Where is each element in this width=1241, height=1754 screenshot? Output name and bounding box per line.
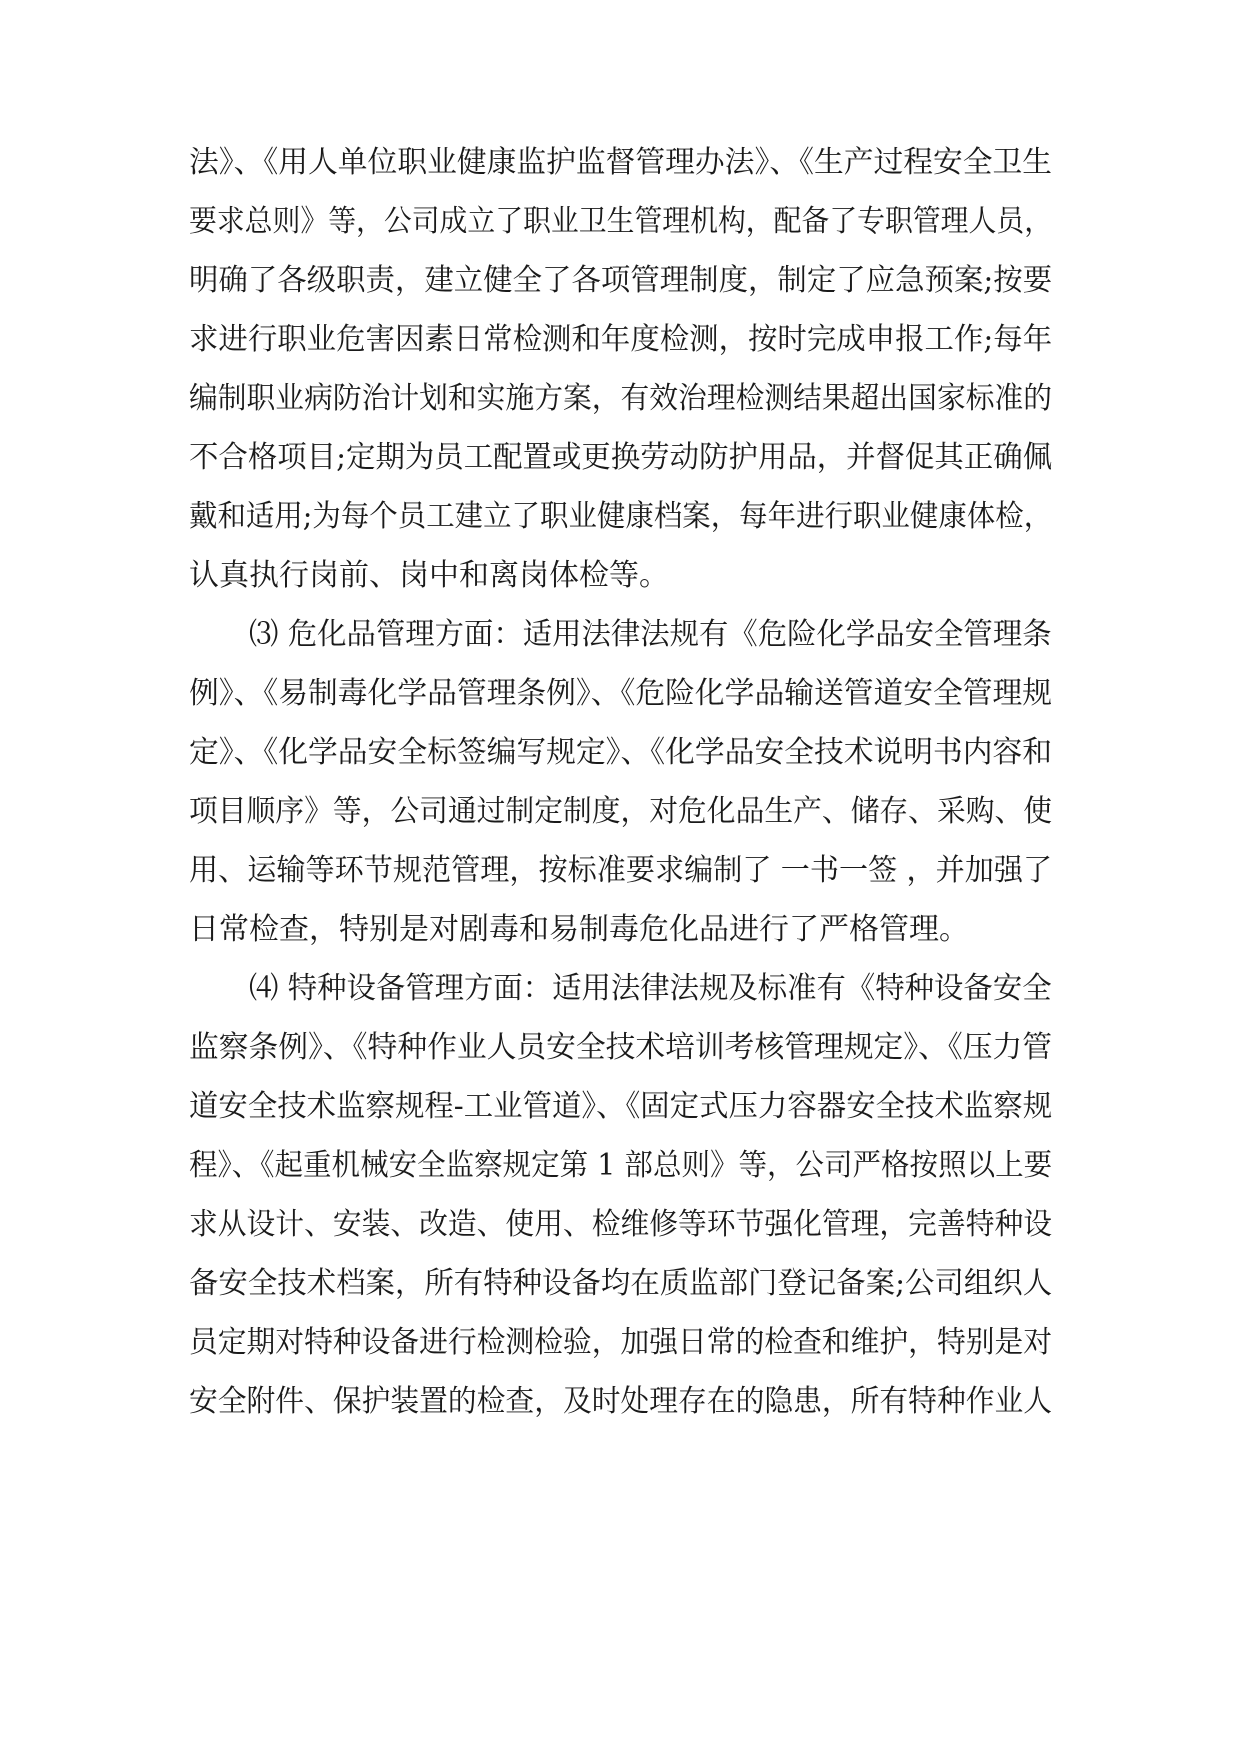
- text-line: 要求总则》等，公司成立了职业卫生管理机构，配备了专职管理人员，: [189, 204, 1053, 239]
- text-line: 编制职业病防治计划和实施方案，有效治理检测结果超出国家标准的: [189, 381, 1053, 416]
- text-line: 求从设计、安装、改造、使用、检维修等环节强化管理，完善特种设: [189, 1207, 1053, 1242]
- text-line: 日常检查，特别是对剧毒和易制毒危化品进行了严格管理。: [189, 912, 969, 947]
- text-line: 道安全技术监察规程-工业管道》、《固定式压力容器安全技术监察规: [189, 1089, 1053, 1124]
- text-line: 戴和适用;为每个员工建立了职业健康档案，每年进行职业健康体检，: [189, 499, 1053, 534]
- text-line: 备安全技术档案，所有特种设备均在质监部门登记备案;公司组织人: [189, 1266, 1053, 1301]
- text-line: 程》、《起重机械安全监察规定第 1 部总则》等，公司严格按照以上要: [189, 1148, 1053, 1183]
- text-line: 求进行职业危害因素日常检测和年度检测，按时完成申报工作;每年: [189, 322, 1053, 357]
- text-line: 法》、《用人单位职业健康监护监督管理办法》、《生产过程安全卫生: [189, 145, 1053, 180]
- text-line: 明确了各级职责，建立健全了各项管理制度，制定了应急预案;按要: [189, 263, 1053, 298]
- text-line: 员定期对特种设备进行检测检验，加强日常的检查和维护，特别是对: [189, 1325, 1053, 1360]
- text-line: 不合格项目;定期为员工配置或更换劳动防护用品，并督促其正确佩: [189, 440, 1053, 475]
- text-line: 项目顺序》等，公司通过制定制度，对危化品生产、储存、采购、使: [189, 794, 1053, 829]
- text-line: 安全附件、保护装置的检查，及时处理存在的隐患，所有特种作业人: [189, 1384, 1053, 1419]
- text-line: 认真执行岗前、岗中和离岗体检等。: [189, 558, 669, 593]
- text-line: 用、运输等环节规范管理，按标准要求编制了 一书一签 ，并加强了: [189, 853, 1053, 888]
- text-line: 定》、《化学品安全标签编写规定》、《化学品安全技术说明书内容和: [189, 735, 1053, 770]
- text-line: ⑷ 特种设备管理方面：适用法律法规及标准有《特种设备安全: [249, 971, 1052, 1006]
- text-line: ⑶ 危化品管理方面：适用法律法规有《危险化学品安全管理条: [249, 617, 1052, 652]
- text-line: 例》、《易制毒化学品管理条例》、《危险化学品输送管道安全管理规: [189, 676, 1053, 711]
- text-line: 监察条例》、《特种作业人员安全技术培训考核管理规定》、《压力管: [189, 1030, 1053, 1065]
